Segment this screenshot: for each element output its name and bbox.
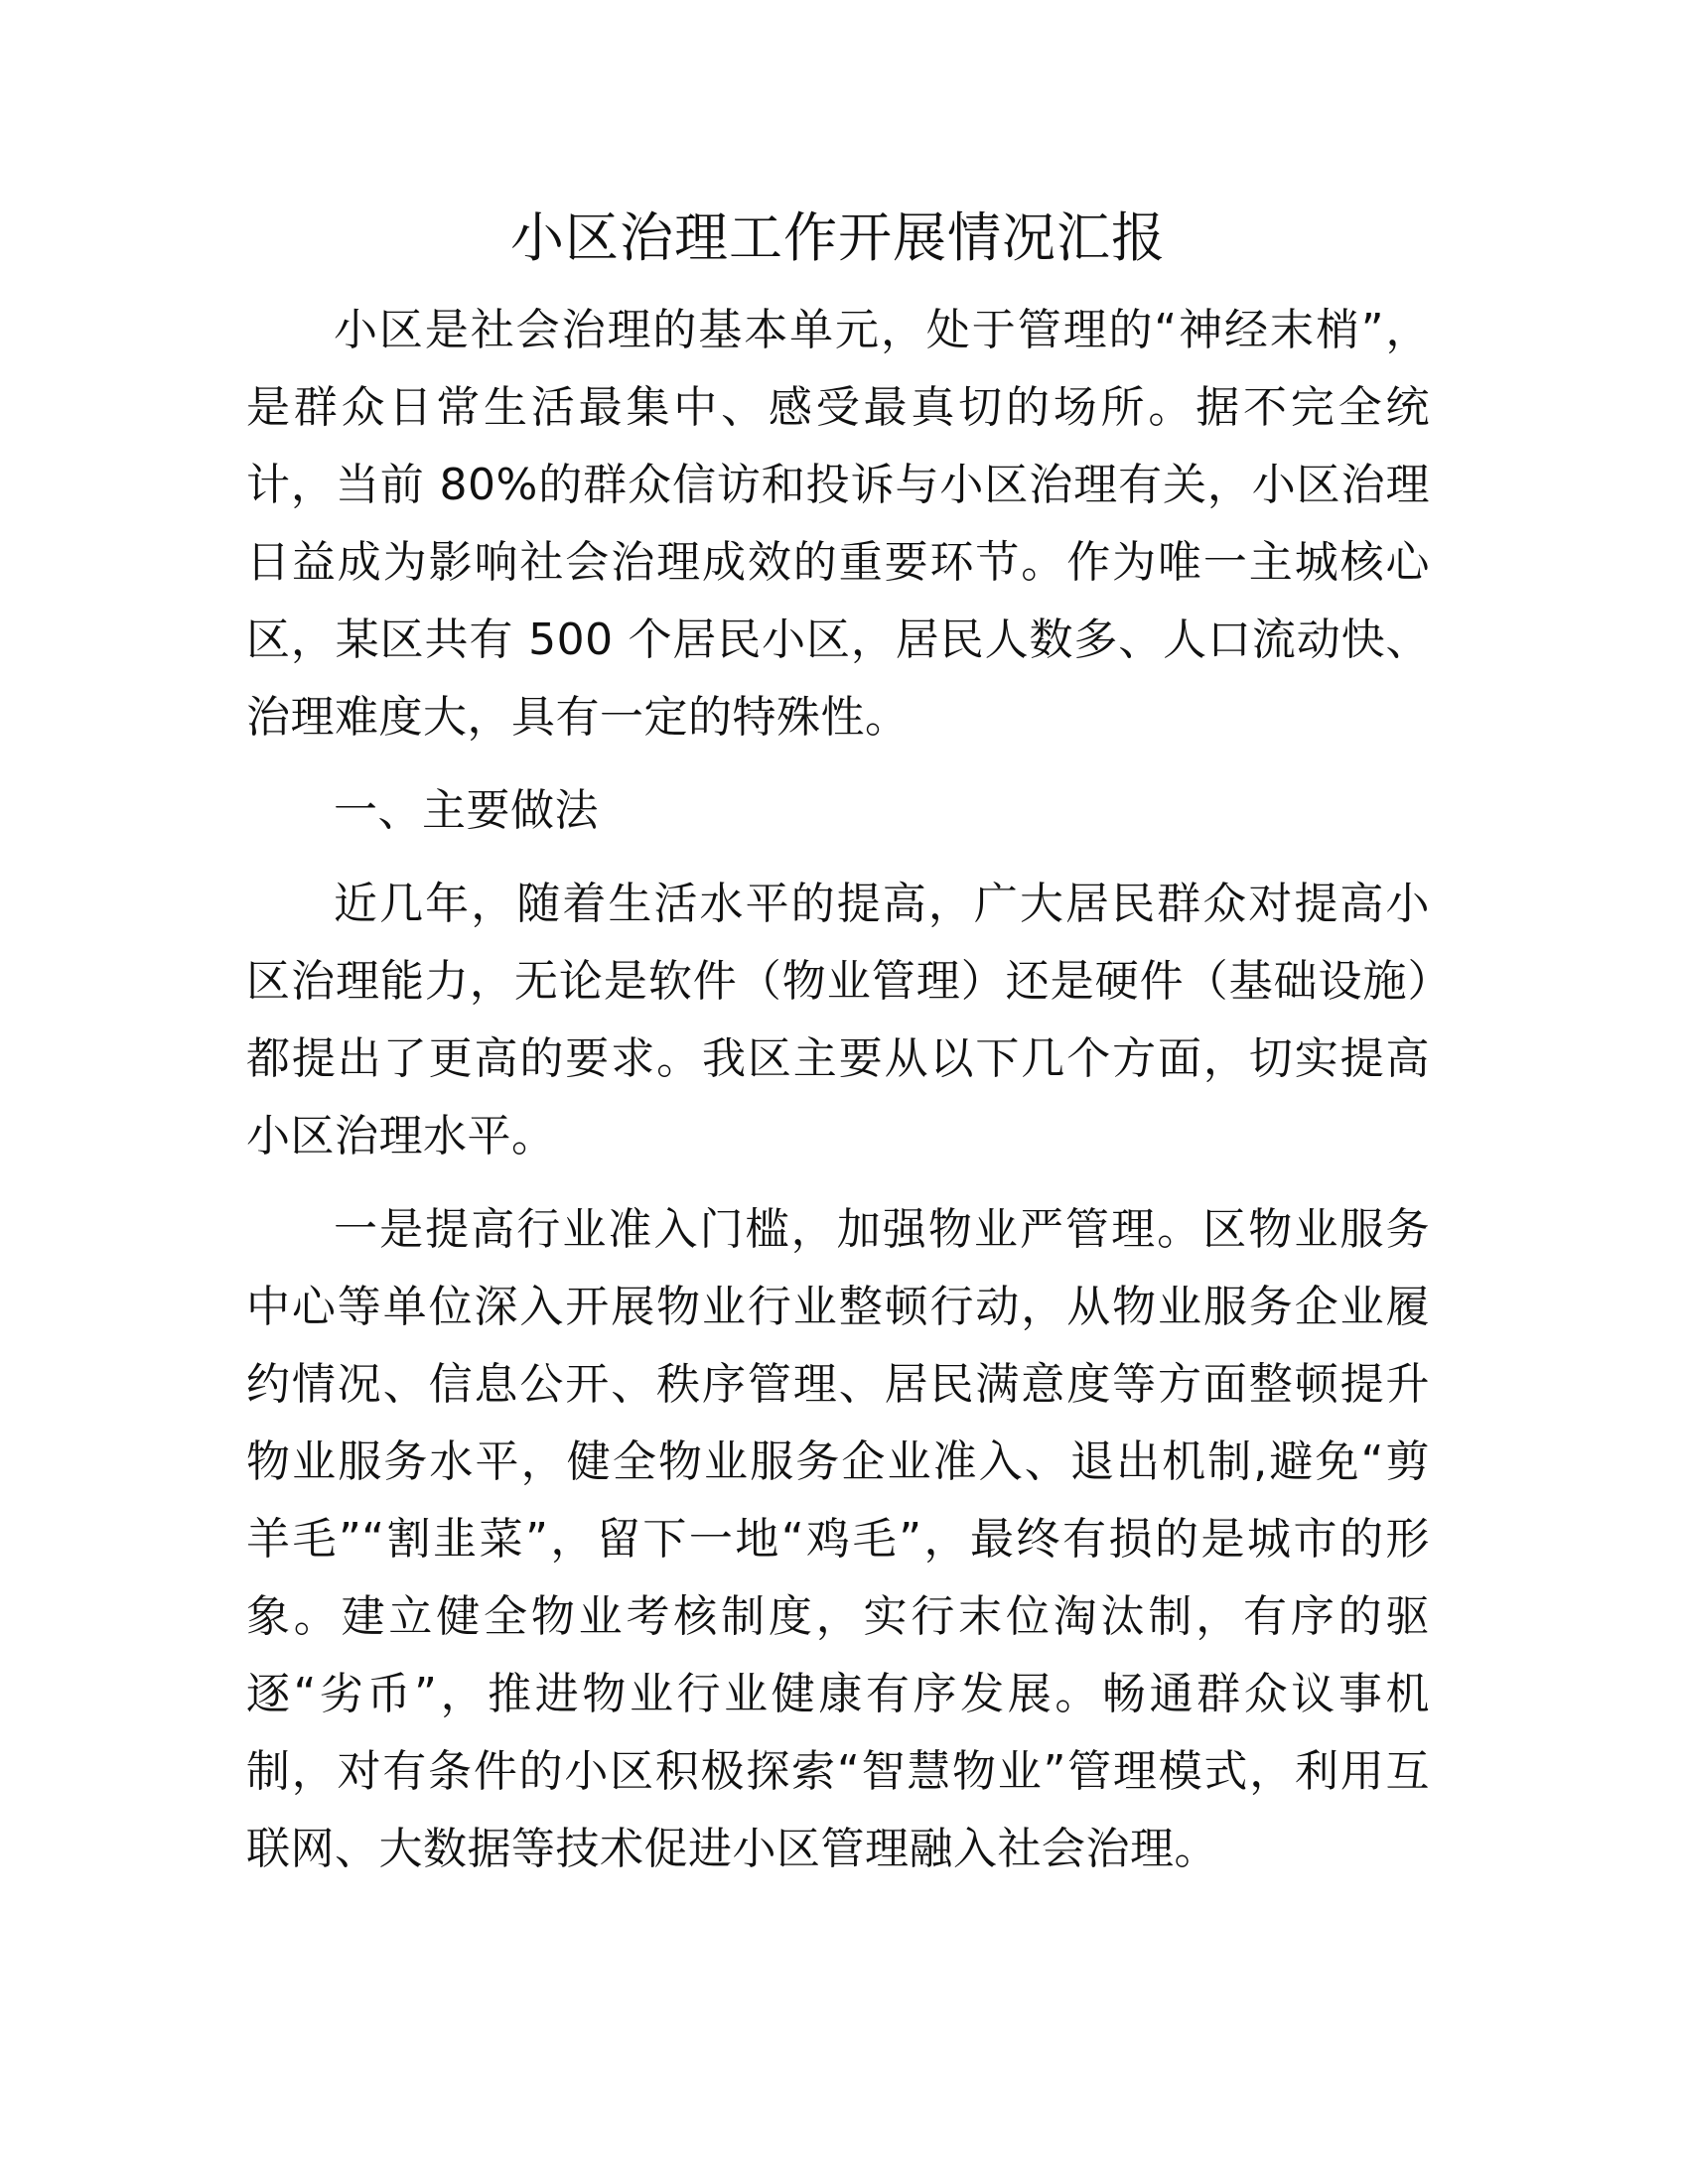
body-paragraph: 一是提高行业准入门槛，加强物业严管理。区物业服务中心等单位深入开展物业行业整顿行动，从物业服务企业履约情况、信息公开、秩序管理、居民满意度等方面整顿提升物业服务水平，健全物业服务企业准入、退出机制,避免“剪羊毛”“割韭菜”，留下一地“鸡毛”，最终有损的是城市的形象。建立健全物业考核制度，实行末位淘汰制，有序的驱逐“劣币”，推进物业行业健康有序发展。畅通群众议事机制，对有条件的小区积极探索“智慧物业”管理模式，利用互联网、大数据等技术促进小区管理融入社会治理。 [246,1204,1430,1874]
paragraph-spacer [246,850,1430,866]
paragraph-spacer [246,1175,1430,1191]
document-page [246,199,1430,1888]
paragraph-spacer [246,756,1430,772]
document-title: 小区治理工作开展情况汇报 [510,206,1166,269]
section-heading: 一、主要做法 [334,785,599,836]
body-paragraph: 近几年，随着生活水平的提高，广大居民群众对提高小区治理能力，无论是软件（物业管理）还是硬件（基础设施）都提出了更高的要求。我区主要从以下几个方面，切实提高小区治理水平。 [246,879,1430,1161]
intro-paragraph: 小区是社会治理的基本单元，处于管理的“神经末梢”，是群众日常生活最集中、感受最真切的场所。据不完全统计，当前 80%的群众信访和投诉与小区治理有关，小区治理日益成为影响社会治理成效的重要环节。作为唯一主城核心区，某区共有 500 个居民小区，居民人数多、人口流动快、治理难度大，具有一定的特殊性。 [246,305,1430,743]
